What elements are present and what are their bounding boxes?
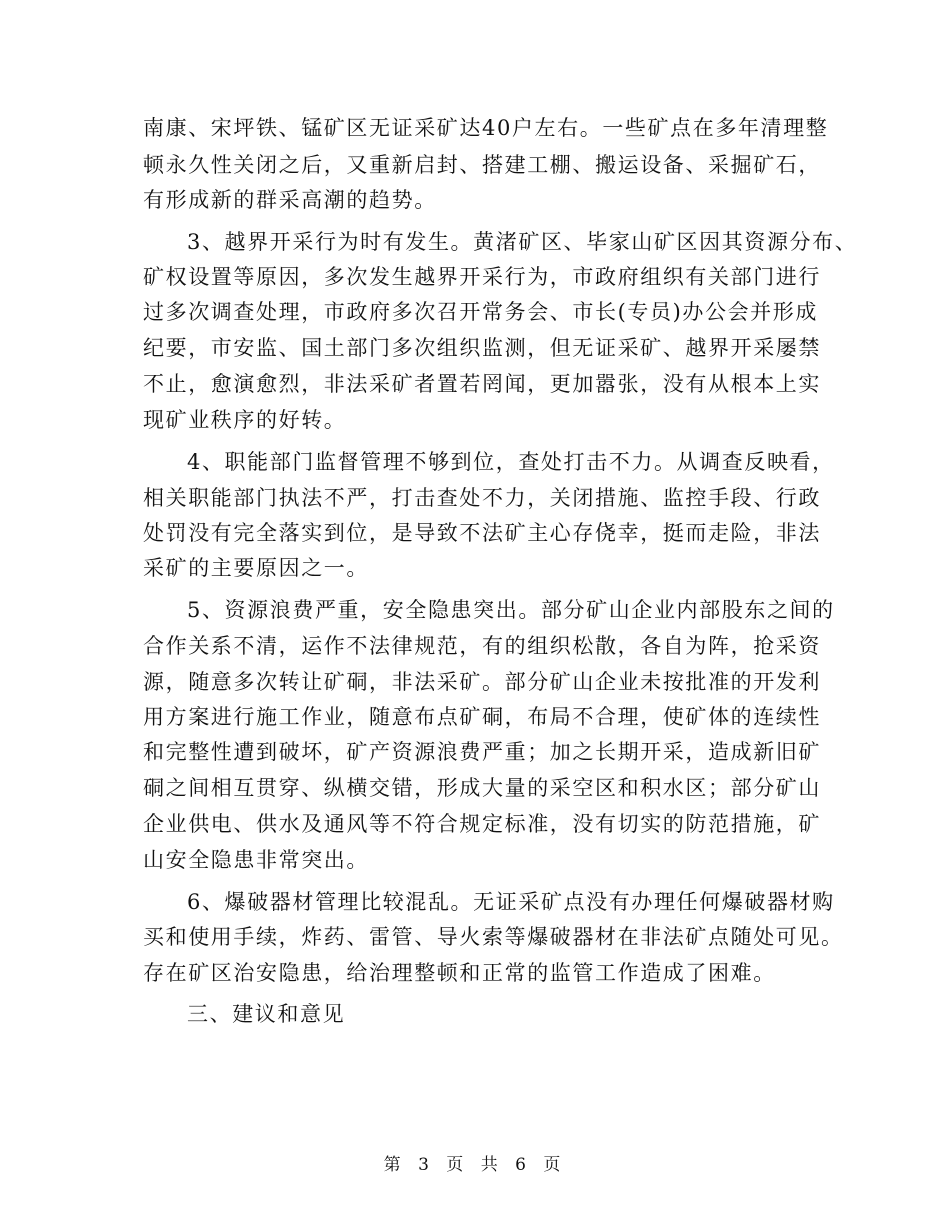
section-heading: 三、建议和意见 [187,1002,346,1026]
paragraph-line: 矿权设置等原因，多次发生越界开采行为，市政府组织有关部门进行 [143,265,821,289]
paragraph-line: 4、职能部门监督管理不够到位，查处打击不力。从调查反映看， [187,450,835,474]
paragraph-line: 纪要，市安监、国土部门多次组织监测，但无证采矿、越界开采屡禁 [143,336,821,360]
paragraph-line: 买和使用手续，炸药、雷管、导火索等爆破器材在非法矿点随处可见。 [143,925,844,949]
paragraph-line: 不止，愈演愈烈，非法采矿者置若罔闻，更加嚣张，没有从根本上实 [143,372,821,396]
paragraph-line: 5、资源浪费严重，安全隐患突出。部分矿山企业内部股东之间的 [187,598,835,622]
paragraph-line: 存在矿区治安隐患，给治理整顿和正常的监管工作造成了困难。 [143,961,776,985]
paragraph-line: 3、越界开采行为时有发生。黄渚矿区、毕家山矿区因其资源分布、 [187,230,858,254]
paragraph-line: 有形成新的群采高潮的趋势。 [143,188,437,212]
paragraph-line: 处罚没有完全落实到位，是导致不法矿主心存侥幸，挺而走险，非法 [143,521,821,545]
paragraph-line: 南康、宋坪铁、锰矿区无证采矿达40户左右。一些矿点在多年清理整 [143,116,829,140]
paragraph-line: 用方案进行施工作业，随意布点矿硐，布局不合理，使矿体的连续性 [143,705,821,729]
paragraph-line: 硐之间相互贯穿、纵横交错，形成大量的采空区和积水区；部分矿山 [143,776,821,800]
paragraph-line: 现矿业秩序的好转。 [143,408,347,432]
paragraph-line: 顿永久性关闭之后，又重新启封、搭建工棚、搬运设备、采掘矿石， [143,153,821,177]
page-number-footer: 第 3 页 共 6 页 [383,1155,567,1175]
paragraph-line: 过多次调查处理，市政府多次召开常务会、市长(专员)办公会并形成 [143,300,818,324]
paragraph-line: 源，随意多次转让矿硐，非法采矿。部分矿山企业未按批准的开发利 [143,670,821,694]
paragraph-line: 和完整性遭到破坏，矿产资源浪费严重；加之长期开采，造成新旧矿 [143,740,821,764]
paragraph-line: 相关职能部门执法不严，打击查处不力，关闭措施、监控手段、行政 [143,486,821,510]
paragraph-line: 采矿的主要原因之一。 [143,556,369,580]
paragraph-line: 6、爆破器材管理比较混乱。无证采矿点没有办理任何爆破器材购 [187,890,835,914]
paragraph-line: 合作关系不清，运作不法律规范，有的组织松散，各自为阵，抢采资 [143,634,821,658]
paragraph-line: 企业供电、供水及通风等不符合规定标准，没有切实的防范措施，矿 [143,812,821,836]
paragraph-line: 山安全隐患非常突出。 [143,848,369,872]
